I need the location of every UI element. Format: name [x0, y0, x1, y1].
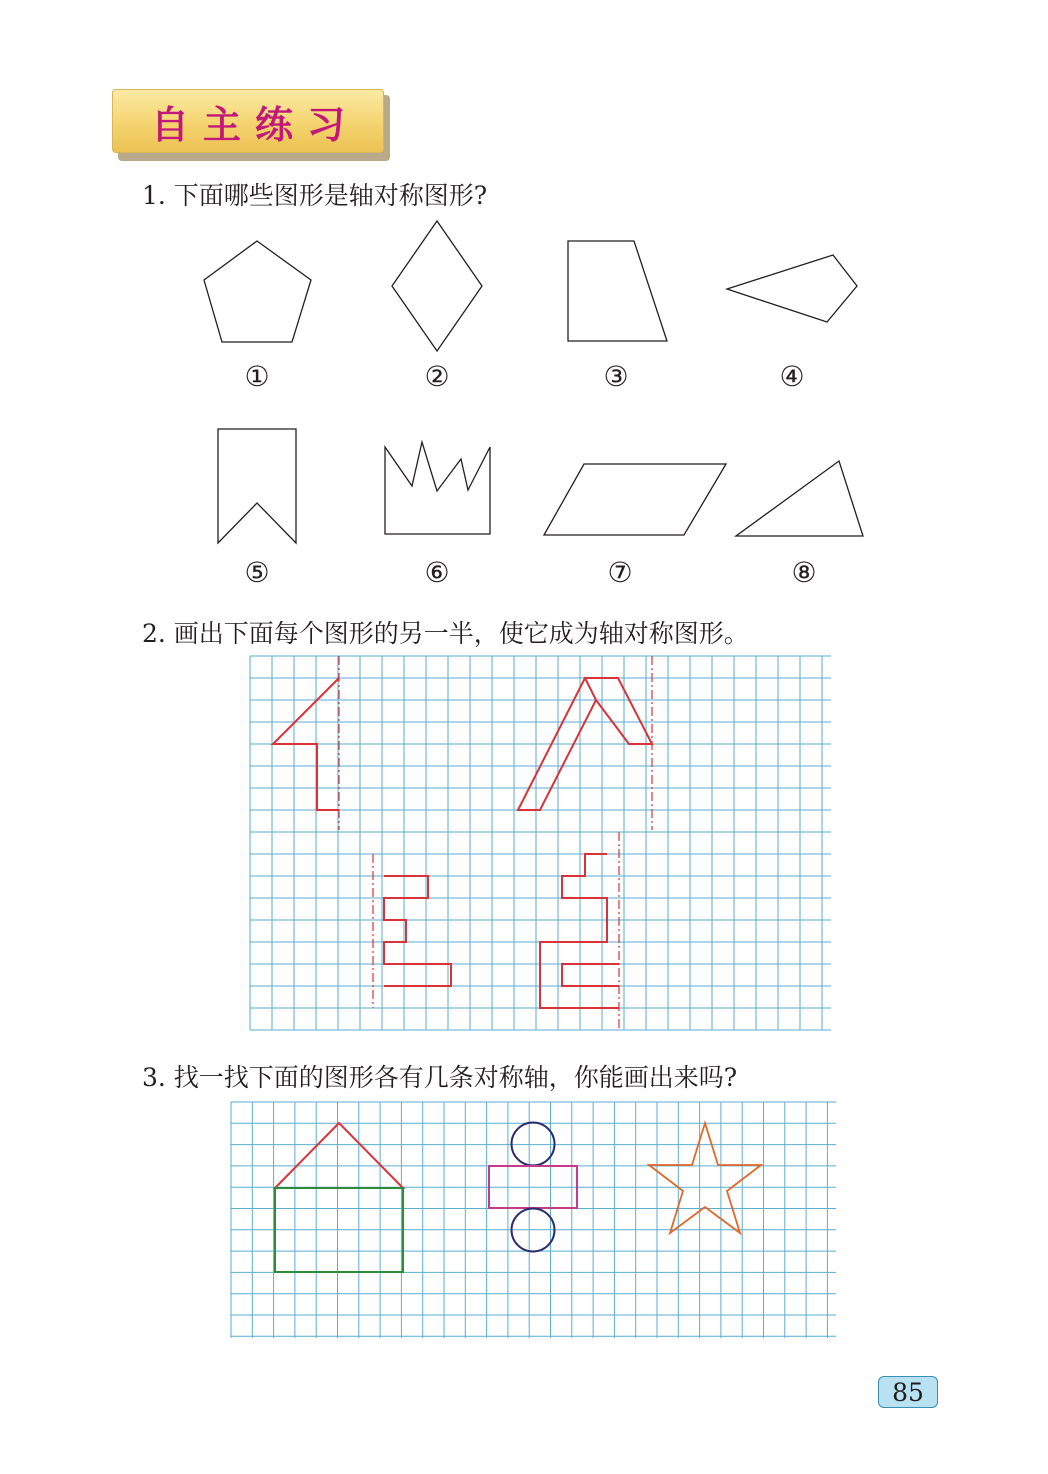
page-number: 85	[878, 1376, 938, 1408]
shape-label-6: ⑥	[424, 556, 450, 589]
shape-label-1: ①	[244, 360, 270, 393]
half-shape-3	[384, 876, 451, 986]
star-shape	[649, 1123, 761, 1233]
trapezoid-shape	[568, 241, 667, 341]
top-circle	[512, 1123, 555, 1166]
question-2: 2. 画出下面每个图形的另一半，使它成为轴对称图形。	[142, 619, 749, 648]
section-title: 自主练习	[150, 102, 359, 147]
parallelogram-shape	[544, 464, 726, 535]
question-1: 1. 下面哪些图形是轴对称图形?	[142, 181, 488, 210]
pentagon-shape	[204, 241, 311, 342]
kite-shape	[727, 255, 857, 322]
half-shape-4-inner	[562, 964, 619, 986]
crown-shape	[385, 442, 490, 534]
shape-label-5: ⑤	[244, 556, 270, 589]
house-roof	[275, 1123, 403, 1188]
grid-2	[231, 1102, 836, 1338]
shape-label-7: ⑦	[607, 556, 633, 589]
banner-shape	[218, 429, 296, 543]
shape-label-4: ④	[779, 360, 805, 393]
triangle-shape	[736, 461, 863, 536]
shape-label-2: ②	[424, 360, 450, 393]
shape-label-8: ⑧	[791, 556, 817, 589]
shape-label-3: ③	[603, 360, 629, 393]
rhombus-shape	[392, 221, 482, 351]
question-3: 3. 找一找下面的图形各有几条对称轴，你能画出来吗?	[142, 1063, 738, 1092]
